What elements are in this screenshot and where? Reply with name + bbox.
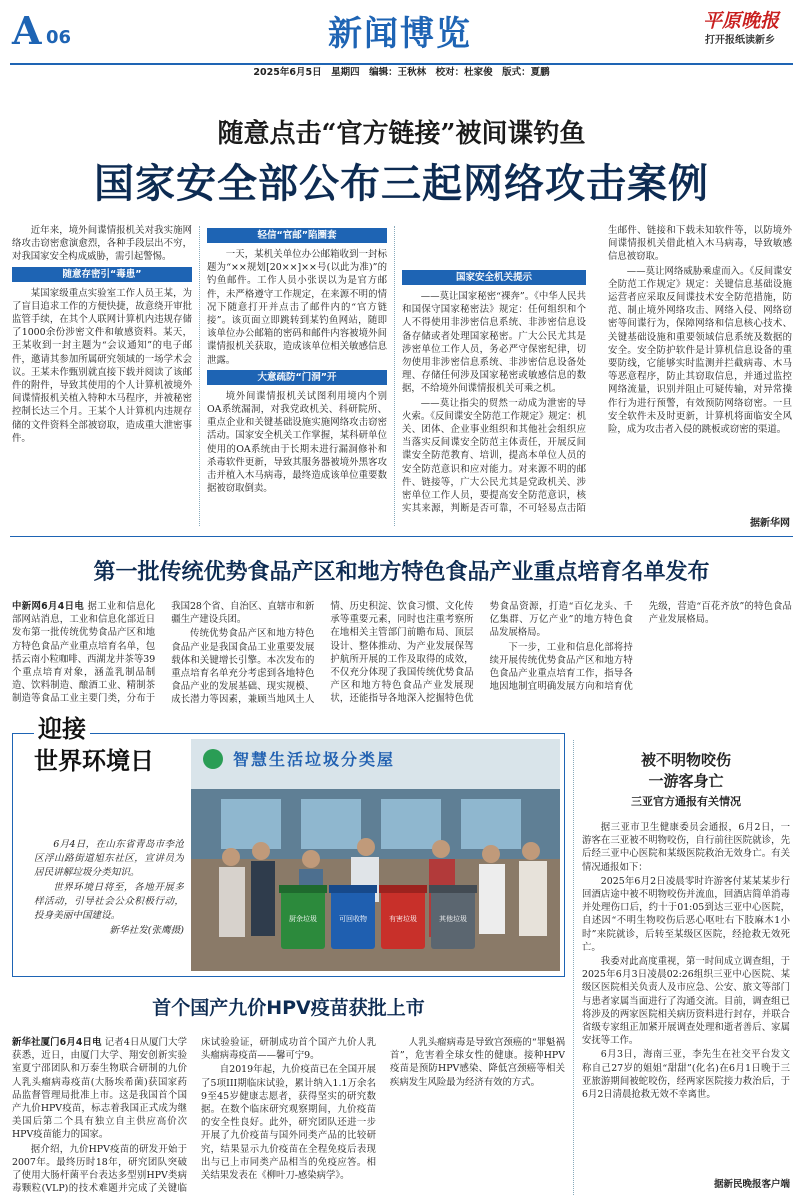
page-number: 06 xyxy=(46,27,72,48)
photo-credit: 新华社发(张鹰摄) xyxy=(109,925,184,936)
story3-subhead: 三亚官方通报有关情况 xyxy=(631,795,741,808)
slogan: 打开报纸读新乡 xyxy=(705,35,775,46)
story4-paragraph-3: 自2019年起，九价疫苗已在全国开展了5项III期临床试验，累计纳入1.1万余名9至45岁健康志愿者，获得坚实的研究数据。在数个临床研究观察期间，九价疫苗的安全性良好。此外，研究团队还进一步开展了九价疫苗与国外同类产品的比较研究，结果显示九价疫苗在全程免疫后表现出与已上市同类产品相当的免疫应答。相关结果发表在《柳叶刀-感染病学》。 xyxy=(201,1064,376,1182)
photo-illustration xyxy=(191,739,560,971)
story1-sub3-paragraph: 境外间谍情报机关试图利用境内个别OA系统漏洞，对我党政机关、科研院所、重点企业和关键基础设施实施网络攻击窃密活动。国家安全机关工作掌握，某科研单位使用的OA系统由于长期未进行漏洞修补和杀毒软件更新，导致其服务器被境外黑客攻击并植入木马病毒，最终造成该单位重要数据被窃取倒卖。 xyxy=(207,390,387,495)
bin-label-4: 其他垃圾 xyxy=(439,915,467,923)
story3-source: 据新民晚报客户端 xyxy=(713,1179,790,1190)
story3-paragraph-3: 我委对此高度重视，第一时间成立调查组，于2025年6月3日凌晨02:26组织三亚中心医院、某级区医院相关负责人及市应急、公安、旅文等部门与患者家属当面进行了沟通交流。目前，调查组已将涉及的两家医院相关病历资料进行封存，并联合省级专家组正加紧开展调查处理和逝者善后、家属安抚等工作。 xyxy=(582,956,790,1047)
bin-label-2: 可回收物 xyxy=(339,915,367,923)
photo-title-2: 世界环境日 xyxy=(34,747,154,775)
column-divider xyxy=(199,226,200,526)
story4-body xyxy=(12,1036,565,1196)
story1-subhead-2: 轻信“官邮”陷圈套 xyxy=(207,228,387,243)
section-title: 新闻博览 xyxy=(328,14,472,54)
story2-paragraph-2: 传统优势食品产区和地方特色食品产业是我国食品工业重要发展载体和关键增长引擎。本次发布的重点培育名单充分考虑到各地特色食品产业的发展基础、现实规模、成长潜力等因素，兼顾当地风土人情、历史积淀、饮食习惯、文化传承等重要元素，同时也注重考察所在地相关主管部门前瞻布局、顶层设计、整体推动、为产业发展保驾护航所开展的工作及取得的成效，不仅充分体现了我国传统优势食品产区和地方特色食品产业发展现状，还能指导各地深入挖掘特色优势食品资源，打造“百亿龙头、千亿集群、万亿产业”的地方特色食品发展格局。 xyxy=(171,601,633,706)
section-rule xyxy=(10,536,793,537)
story3-body xyxy=(582,821,790,1167)
story1-tip-1: ——莫让国家秘密“裸奔”。《中华人民共和国保守国家秘密法》规定：任何组织和个人不得使用非涉密信息系统、非涉密信息设备存储或者处理国家秘密。广大公民尤其是涉密单位工作人员，务必严守保密纪律，切勿使用非涉密信息系统、非涉密信息设备处理、存储任何涉及国家秘密或敏感信息的数据，不给境外间谍情报机关可乘之机。 xyxy=(402,291,586,395)
story1-column-3-4 xyxy=(402,224,792,516)
story3-headline-2: 一游客身亡 xyxy=(648,772,724,790)
story1-subhead-1: 随意存密引“毒患” xyxy=(12,267,192,282)
story4-headline: 首个国产九价HPV疫苗获批上市 xyxy=(152,997,425,1019)
story1-column-2 xyxy=(207,224,387,534)
story4-paragraph-2: 据介绍，九价HPV疫苗的研发开始于2007年。最终历时18年，研究团队突破了使用大肠杆菌平台表达多型别HPV类病毒颗粒(VLP)的技术难题并完成了关键临床试验验证，研制成功首个国产九价人乳头瘤病毒疫苗——馨可宁9。 xyxy=(12,1037,376,1195)
column-divider xyxy=(573,740,574,1195)
photo-sign: 智慧生活垃圾分类屋 xyxy=(233,750,396,769)
story3-paragraph-1: 据三亚市卫生健康委员会通报，6月2日，一游客在三亚被不明物咬伤，自行前往医院就诊，先后经三亚中心医院和某级医院救治无效身亡。有关情况通报如下： xyxy=(582,822,790,873)
story3-headline-1: 被不明物咬伤 xyxy=(640,751,731,769)
story2-paragraph-3: 下一步，工业和信息化部将持续开展传统优势食品产区和地方特色食品产业重点培育工作，指导各地因地制宜明确发展方向和培育优先级，营造“百花齐放”的特色食品产业发展格局。 xyxy=(489,601,792,693)
story1-subhead-3: 大意疏防“门洞”开 xyxy=(207,370,387,385)
photo-title-1: 迎接 xyxy=(34,714,90,744)
bin-label-3: 有害垃圾 xyxy=(389,915,417,923)
story1-kicker: 随意点击“官方链接”被间谍钓鱼 xyxy=(217,119,586,149)
story2-body xyxy=(12,600,792,718)
logo-icon xyxy=(203,749,223,769)
story1-column-1 xyxy=(12,224,192,524)
story1-subhead-4: 国家安全机关提示 xyxy=(402,270,586,285)
masthead-rule xyxy=(10,63,793,65)
info-line: 2025年6月5日 星期四 编辑：王秋林 校对：杜家俊 版式：夏鹏 xyxy=(253,67,550,78)
story1-sub1-paragraph: 某国家级重点实验室工作人员王某，为了盲目追求工作的方便快捷，故意绕开审批监管手续，在其个人联网计算机内违规存储了1000余份涉密文件和敏感资料。某天，王某收到一封主题为“会议通知”的电子邮件，邀请其参加所属研究领域的一场学术会议。王某未作甄别就直接下载并阅读了该邮件的附件，导致其使用的个人计算机被境外间谍情报机关植入特种木马程序，并被秘密控制长达三个月。王某个人计算机内违规存储的文件资料全部被窃取，造成重大泄密事件。 xyxy=(12,287,192,444)
story1-tip-3: ——莫让网络威胁乘虚而入。《反间谍安全防范工作规定》规定：关键信息基础设施运营者应采取反间谍技术安全防范措施，防范、制止境外网络攻击、网络入侵、网络窃密等间谍行为，保障网络和信息核心技术、关键基础设施和重要领域信息系统及数据的安全。安全防护软件是计算机信息设备的重要防线，它能够实时监测并拦截病毒、木马等恶意程序，防止其窃取信息，并通过监控网络流量，识别并阻止可疑传输，对异常操作行为进行预警，有效预防网络窃密。一旦安全软件未及时更新，计算机将面临安全风险，成为攻击者入侵的跳板或窃密的渠道。 xyxy=(608,265,792,436)
column-divider xyxy=(394,226,395,526)
story1-source: 据新华网 xyxy=(750,518,790,529)
story2-headline: 第一批传统优势食品产区和地方特色食品产业重点培育名单发布 xyxy=(93,560,710,585)
photo-caption-2: 世界环境日将至，各地开展多样活动，引导社会公众积极行动，投身美丽中国建设。 xyxy=(34,882,184,921)
bin-label-1: 厨余垃圾 xyxy=(289,915,317,923)
story3-paragraph-4: 6月3日，海南三亚，李先生在社交平台发文称自己27岁的姐姐“甜甜”(化名)在6月1日晚于三亚旅游期间被蛇咬伤，经两家医院接力救治后，于6月2日清晨抢救无效不幸离世。 xyxy=(582,1049,790,1101)
story4-paragraph-1: 记者4日从厦门大学获悉，近日，由厦门大学、翔安创新实验室夏宁邵团队和万泰生物联合研制的九价人乳头瘤病毒疫苗(大肠埃希菌)获国家药品监督管理局批准上市。这是我国首个国产九价HPV疫苗，标志着我国正式成为继美国后第二个具有独立自主供应高价次HPV疫苗能力的国家。 xyxy=(12,1037,187,1141)
story1-intro: 近年来，境外间谍情报机关对我实施网络攻击窃密愈演愈烈，各种手段层出不穷，对我国家安全构成威胁，需引起警惕。 xyxy=(12,225,192,263)
photo-caption xyxy=(34,838,184,963)
story4-paragraph-4: 人乳头瘤病毒是导致宫颈癌的“罪魁祸首”，危害着全球女性的健康。接种HPV疫苗是预防HPV感染、降低宫颈癌等相关疾病发生风险最为经济有效的方式。 xyxy=(390,1037,565,1088)
story1-tip-2: ——莫让指尖的贸然一动成为泄密的导火索。《反间谍安全防范工作规定》规定：机关、团体、企业事业组织和其他社会组织应当落实反间谍安全防范主体责任，开展反间谍安全防范教育、培训，提高本单位人员的安全防范意识和应对能力。对来源不明的邮件、链接等，广大公民尤其是党政机关、涉密单位工作人员，要提高安全防范意识，核实其来源，判断是否可靠，不可轻易点击陌生邮件、链接和下载未知软件等，以防境外间谍情报机关借此植入木马病毒，导致敏感信息被窃取。 xyxy=(402,225,792,515)
page-letter: A xyxy=(12,8,42,53)
story2-paragraph-1: 据工业和信息化部网站消息，工业和信息化部近日发布第一批传统优势食品产区和地方特色食品产业重点培育名单，包括云南小粒咖啡、西湖龙井茶等39个重点培育对象，涵盖乳制品制造、饮料制造、酿酒工业、精制茶制造等食品工业主要门类，分布于我国28个省、自治区、直辖市和新疆生产建设兵团。 xyxy=(12,601,315,705)
newspaper-logo: 平原晚报 xyxy=(703,10,780,32)
story2-dateline: 中新网6月4日电 xyxy=(12,601,85,612)
news-photo xyxy=(191,739,560,971)
photo-caption-1: 6月4日，在山东省青岛市李沧区浮山路街道旭东社区，宣讲员为居民讲解垃圾分类知识。 xyxy=(34,839,184,878)
masthead xyxy=(0,0,803,82)
story3-paragraph-2: 2025年6月2日凌晨零时许游客付某某某步行回酒店途中被不明物咬伤并流血，回酒店简单消毒并处理伤口后，约十于01:05到达三亚中心医院，自述因“不明生物咬伤后恶心呕吐右下肢麻木1小时”来院就诊，后转至某级区医院，经抢救无效死亡。 xyxy=(582,875,790,953)
story1-headline: 国家安全部公布三起网络攻击案例 xyxy=(94,161,709,207)
story1-sub2-paragraph: 一天，某机关单位办公邮箱收到一封标题为“××规划[20××]××号(以此为准)”的钓鱼邮件。工作人员小张误以为是官方邮件，未严格遵守工作规定，在来源不明的情况下随意打开并点击了邮件内的“官方链接”。该页面立即跳转到某钓鱼网站，随即该单位办公邮箱的密码和邮件内容被境外间谍情报机关获取，造成该单位相关敏感信息泄露。 xyxy=(207,249,387,366)
story4-dateline: 新华社厦门6月4日电 xyxy=(12,1037,102,1048)
